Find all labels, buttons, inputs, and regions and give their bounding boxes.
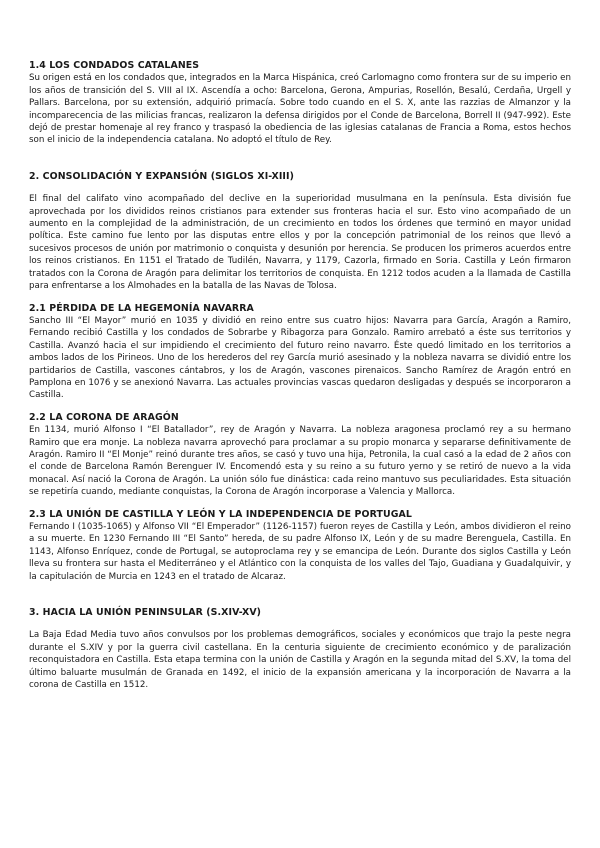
section-paragraph-navarra: Sancho III “El Mayor” murió en 1035 y dividió en reino entre sus cuatro hijos: Navarra para García, Aragón a Ramiro, Fernando recibió Castilla y los condados de Sobrarbe y Ribagorza para Gonzalo. Ramiro arrebató a éste sus territorios y Castilla. Avanzó hacia el sur impidiendo el crecimiento del futuro reino navarro. Éste quedó limitado en los territorios a ambos lados de los Pirineos. Uno de los herederos del rey García murió asesinado y la nobleza navarra se dividió entre los partidarios de Castilla, vascones cántabros, y los de Aragón, vascones pirenaicos. Sancho Ramírez de Aragón entró en Pamplona en 1076 y se anexionó Navarra. Las actuales provincias vascas quedaron desligadas y después se incorporaron a Castilla. <box>29 315 571 401</box>
section-heading-condados: 1.4 LOS CONDADOS CATALANES <box>29 60 200 71</box>
section-heading-consolidacion: 2. CONSOLIDACIÓN Y EXPANSIÓN (SIGLOS XI-XIII) <box>29 170 294 182</box>
spacer <box>29 293 571 303</box>
section-heading-navarra: 2.1 PÉRDIDA DE LA HEGEMONÍA NAVARRA <box>29 302 254 314</box>
section-paragraph-condados: Su origen está en los condados que, integrados en la Marca Hispánica, creó Carlomagno como frontera sur de su imperio en los años de transición del S. VIII al IX. Ascendía a ocho: Barcelona, Gerona, Ampurias, Rosellón, Besalú, Cerdaña, Urgell y Pallars. Barcelona, por su extensión, adquirió primacía. Sobre todo cuando en el S. X, ante las razzias de Almanzor y la incomparecencia de las milicias francas, realizaron la defensa dirigidos por el Conde de Barcelona, Borrell II (947-992). Este dejó de prestar homenaje al rey franco y traspasó la obediencia de las iglesias catalanas de Francia a Roma, estos hechos son el inicio de la independencia catalana. No adoptó el título de Rey. <box>29 73 571 146</box>
spacer <box>29 147 571 161</box>
section-paragraph-castilla-leon: Fernando I (1035-1065) y Alfonso VII “El Emperador” (1126-1157) fueron reyes de Castilla y León, ambos dividieron el reino a su muerte. En 1230 Fernando III “El Santo” hereda, de su padre Alfonso IX, León y de su madre Berenguela, Castilla. En 1143, Alfonso Enríquez, conde de Portugal, se autoproclama rey y se emancipa de León. Durante dos siglos Castilla y León lleva su frontera sur hasta el Mediterráneo y el Atlántico con la conquista de los valles del Tajo, Guadiana y Guadalquivir, y la capitulación de Murcia en 1243 en el tratado de Alcaraz. <box>29 522 571 582</box>
spacer <box>29 597 571 607</box>
section-heading-aragon: 2.2 LA CORONA DE ARAGÓN <box>29 411 179 423</box>
section-heading-union-peninsular: 3. HACIA LA UNIÓN PENINSULAR (S.XIV-XV) <box>29 607 262 619</box>
section-heading-castilla-leon: 2.3 LA UNIÓN DE CASTILLA Y LEÓN Y LA INDEPENDENCIA DE PORTUGAL <box>29 508 412 520</box>
section-paragraph-aragon: En 1134, murió Alfonso I “El Batallador”, rey de Aragón y Navarra. La nobleza aragonesa proclamó rey a su hermano Ramiro que era monje. La nobleza navarra aprovechó para proclamar a su propio monarca y separarse definitivamente de Aragón. Ramiro II “El Monje” reinó durante tres años, se casó y tuvo una hija, Petronila, la cual casó a la edad de 2 años con el conde de Barcelona Ramón Berenguer IV. Encomendó esta y su reino a su futuro yerno y se retiró de nuevo a la vida monacal. Así nació la Corona de Aragón. La unión sólo fue dinástica: cada reino mantuvo sus peculiaridades. Esta situación se repetiría cuando, mediante conquistas, la Corona de Aragón incorporase a Valencia y Mallorca. <box>29 425 571 498</box>
spacer <box>29 499 571 509</box>
section-paragraph-consolidacion: El final del califato vino acompañado del declive en la superioridad musulmana en la península. Esta división fue aprovechada por los divididos reinos cristianos para extender sus fronteras hacia el sur. Esto vino acompañado de un aumento en la complejidad de la administración, de un crecimiento en todos los órdenes que terminó en mayor unidad política. Este camino fue lento por las disputas entre ellos y por la concepción patrimonial de los reinos que llevó a sucesivos procesos de unión por matrimonio o conquista y desunión por herencia. Se producen los primeros acuerdos entre los reinos cristianos. En 1151 el Tratado de Tudilén, Navarra, y 1179, Cazorla, firmado en Soria. Castilla y León firmaron tratados con la Corona de Aragón para delimitar los territorios de conquista. En 1212 todos acuden a la llamada de Castilla para enfrentarse a los Almohades en la batalla de las Navas de Tolosa. <box>29 194 571 292</box>
spacer <box>29 619 571 629</box>
document-page <box>29 60 571 691</box>
spacer <box>29 402 571 412</box>
section-paragraph-union-peninsular: La Baja Edad Media tuvo años convulsos por los problemas demográficos, sociales y económicos que trajo la peste negra durante el S.XIV y por la guerra civil castellana. En la centuria siguiente de crecimiento económico y de paralización reconquistadora en Castilla. Esta etapa termina con la unión de Castilla y Aragón en la segunda mitad del S.XV, la toma del último baluarte musulmán de Granada en 1492, el inicio de la expansión americana y la incorporación de Navarra a la corona de Castilla en 1512. <box>29 630 571 691</box>
spacer <box>29 161 571 171</box>
spacer <box>29 583 571 597</box>
spacer <box>29 183 571 193</box>
